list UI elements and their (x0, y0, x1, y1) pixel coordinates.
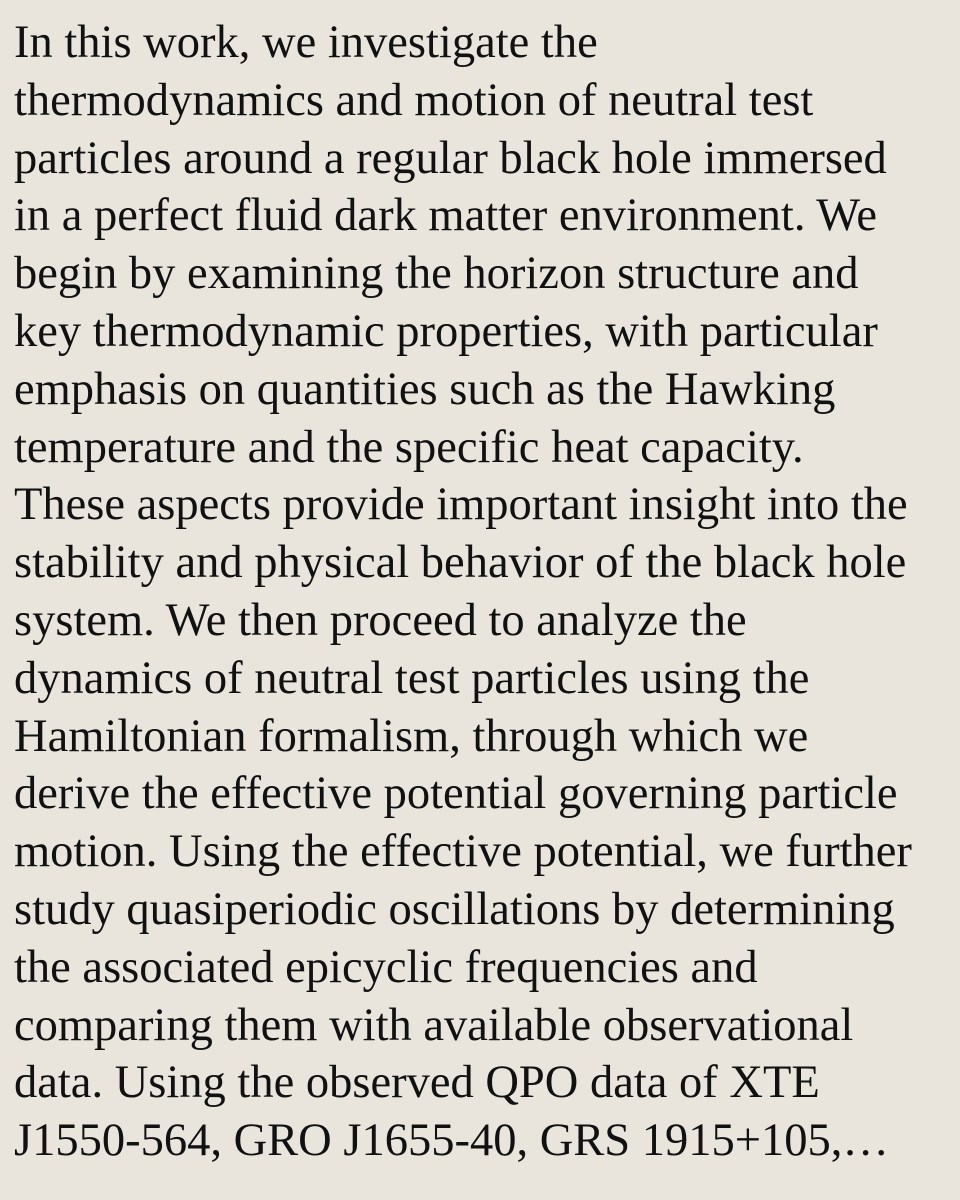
abstract-line: temperature and the specific heat capacity. (14, 421, 804, 473)
abstract-line: study quasiperiodic oscillations by determining (14, 883, 895, 935)
abstract-line: thermodynamics and motion of neutral test (14, 74, 814, 126)
abstract-line: stability and physical behavior of the black hole (14, 537, 907, 589)
abstract-line: comparing them with available observational (14, 999, 854, 1051)
abstract-line: key thermodynamic properties, with particular (14, 305, 878, 357)
abstract-line: motion. Using the effective potential, we further (14, 826, 912, 878)
abstract-line: begin by examining the horizon structure and (14, 248, 859, 300)
abstract-line: data. Using the observed QPO data of XTE (14, 1057, 820, 1109)
abstract-line: Hamiltonian formalism, through which we (14, 710, 809, 762)
abstract-line: derive the effective potential governing particle (14, 768, 898, 820)
abstract-line: J1550-564, GRO J1655-40, GRS 1915+105,… (14, 1115, 889, 1167)
abstract-line: dynamics of neutral test particles using the (14, 652, 810, 704)
abstract-line: emphasis on quantities such as the Hawking (14, 363, 836, 415)
abstract-line: the associated epicyclic frequencies and (14, 941, 758, 993)
abstract-text (14, 14, 952, 1170)
abstract-line: in a perfect fluid dark matter environment. We (14, 190, 878, 242)
abstract-line: system. We then proceed to analyze the (14, 594, 747, 646)
abstract-line: In this work, we investigate the (14, 17, 598, 68)
abstract-line: These aspects provide important insight into the (14, 479, 908, 531)
abstract-line: particles around a regular black hole immersed (14, 132, 887, 184)
